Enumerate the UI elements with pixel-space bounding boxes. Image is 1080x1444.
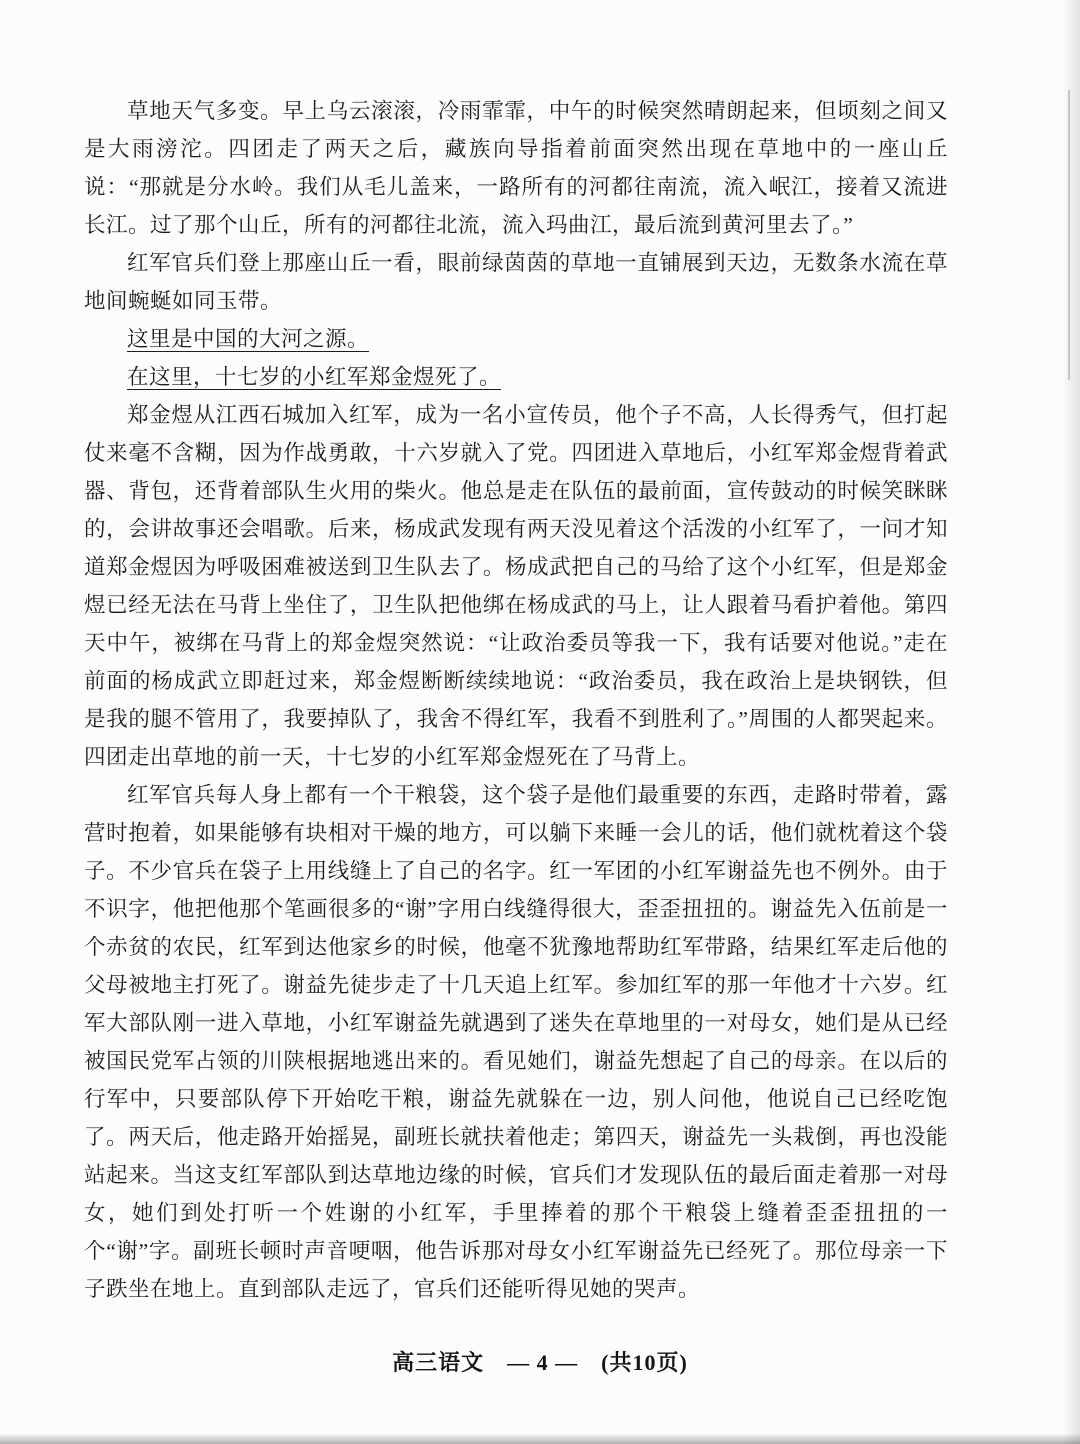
scan-artifact-line [1068,90,1070,380]
paragraph: 红军官兵每人身上都有一个干粮袋，这个袋子是他们最重要的东西，走路时带着，露营时抱着，如果能够有块相对干燥的地方，可以躺下来睡一会儿的话，他们就枕着这个袋子。不少官兵在袋子上用线缝上了自己的名字。红一军团的小红军谢益先也不例外。由于不识字，他把他那个笔画很多的“谢”字用白线缝得很大，歪歪扭扭的。谢益先入伍前是一个赤贫的农民，红军到达他家乡的时候，他毫不犹豫地帮助红军带路，结果红军走后他的父母被地主打死了。谢益先徒步走了十几天追上红军。参加红军的那一年他才十六岁。红军大部队刚一进入草地，小红军谢益先就遇到了迷失在草地里的一对母女，她们是从已经被国民党军占领的川陕根据地逃出来的。看见她们，谢益先想起了自己的母亲。在以后的行军中，只要部队停下开始吃干粮，谢益先就躲在一边，别人问他，他说自己已经吃饱了。两天后，他走路开始摇晃，副班长就扶着他走；第四天，谢益先一头栽倒，再也没能站起来。当这支红军部队到达草地边缘的时候，官兵们才发现队伍的最后面走着那一对母女，她们到处打听一个姓谢的小红军，手里捧着的那个干粮袋上缝着歪歪扭扭的一个“谢”字。副班长顿时声音哽咽，他告诉那对母女小红军谢益先已经死了。那位母亲一下子跌坐在地上。直到部队走远了，官兵们还能听得见她的哭声。 [84,783,948,1301]
paragraph: 红军官兵们登上那座山丘一看，眼前绿茵茵的草地一直铺展到天边，无数条水流在草地间蜿蜒如同玉带。 [84,251,948,313]
scan-edge-shadow [1062,0,1080,1444]
page-footer: 高三语文 — 4 — (共10页) [392,1350,688,1375]
underlined-sentence: 在这里，十七岁的小红军郑金煜死了。 [127,365,502,389]
scan-bottom-shadow [0,1434,1080,1444]
paragraph: 郑金煜从江西石城加入红军，成为一名小宣传员，他个子不高，人长得秀气，但打起仗来毫不含糊，因为作战勇敢，十六岁就入了党。四团进入草地后，小红军郑金煜背着武器、背包，还背着部队生火用的柴火。他总是走在队伍的最前面，宣传鼓动的时候笑眯眯的，会讲故事还会唱歌。后来，杨成武发现有两天没见着这个活泼的小红军了，一问才知道郑金煜因为呼吸困难被送到卫生队去了。杨成武把自己的马给了这个小红军，但是郑金煜已经无法在马背上坐住了，卫生队把他绑在杨成武的马上，让人跟着马看护着他。第四天中午，被绑在马背上的郑金煜突然说：“让政治委员等我一下，我有话要对他说。”走在前面的杨成武立即赶过来，郑金煜断断续续地说：“政治委员，我在政治上是块钢铁，但是我的腿不管用了，我要掉队了，我舍不得红军，我看不到胜利了。”周围的人都哭起来。四团走出草地的前一天，十七岁的小红军郑金煜死在了马背上。 [84,403,948,769]
paragraph: 草地天气多变。早上乌云滚滚，冷雨霏霏，中午的时候突然晴朗起来，但顷刻之间又是大雨滂沱。四团走了两天之后，藏族向导指着前面突然出现在草地中的一座山丘说：“那就是分水岭。我们从毛儿盖来，一路所有的河都往南流，流入岷江，接着又流进长江。过了那个山丘，所有的河都往北流，流入玛曲江，最后流到黄河里去了。” [84,99,948,237]
text-column [84,92,948,1308]
underlined-sentence: 这里是中国的大河之源。 [127,327,370,351]
